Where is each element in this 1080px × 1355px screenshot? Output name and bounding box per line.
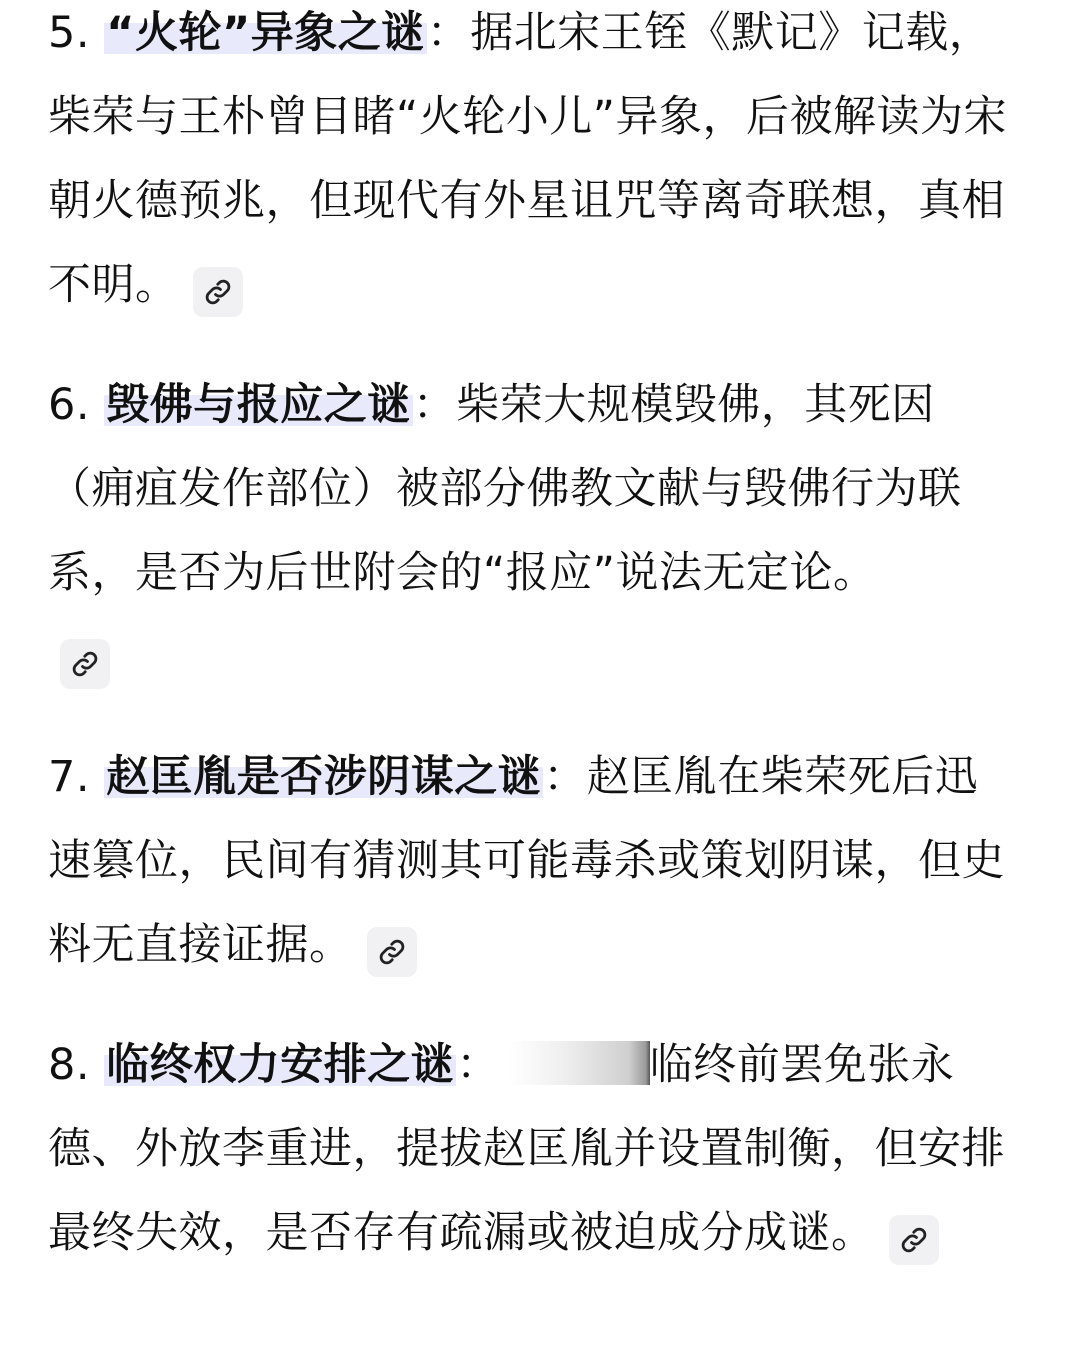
item-title: 毁佛与报应之谜 xyxy=(106,380,411,430)
item-number: 6. xyxy=(48,380,91,430)
source-link-button[interactable] xyxy=(889,1215,939,1265)
link-row xyxy=(48,615,1018,699)
answer-content xyxy=(48,0,1018,1311)
source-link-button[interactable] xyxy=(60,639,110,689)
list-item xyxy=(48,0,1018,327)
item-body: 据北宋王铚《默记》记载，柴荣与王朴曾目睹“火轮小儿”异象，后被解读为宋朝火德预兆，但现代有外星诅咒等离奇联想，真相不明。 xyxy=(48,8,1008,310)
source-link-button[interactable] xyxy=(367,927,417,977)
item-colon: ： xyxy=(456,1040,500,1090)
list-item xyxy=(48,735,1018,987)
item-title: 赵匡胤是否涉阴谋之谜 xyxy=(106,752,542,802)
link-icon xyxy=(377,937,407,967)
item-number: 7. xyxy=(48,752,91,802)
item-number: 8. xyxy=(48,1040,91,1090)
redacted-blur xyxy=(510,1041,650,1085)
item-colon: ： xyxy=(426,8,471,58)
link-icon xyxy=(70,649,100,679)
item-body: 临终前罢免张永德、外放李重进，提拔赵匡胤并设置制衡，但安排最终失效，是否存有疏漏或被迫成分成谜。 xyxy=(48,1040,1005,1258)
list-item xyxy=(48,1023,1018,1275)
item-number: 5. xyxy=(48,8,91,58)
item-body: 赵匡胤在柴荣死后迅速篡位，民间有猜测其可能毒杀或策划阴谋，但史料无直接证据。 xyxy=(48,752,1005,970)
item-title: 临终权力安排之谜 xyxy=(106,1040,455,1090)
list-item xyxy=(48,363,1018,699)
item-title: “火轮”异象之谜 xyxy=(106,8,425,58)
link-icon xyxy=(899,1225,929,1255)
item-body: 柴荣大规模毁佛，其死因（痈疽发作部位）被部分佛教文献与毁佛行为联系，是否为后世附会的“报应”说法无定论。 xyxy=(48,380,962,598)
item-colon: ： xyxy=(543,752,587,802)
source-link-button[interactable] xyxy=(193,267,243,317)
link-icon xyxy=(203,277,233,307)
item-colon: ： xyxy=(412,380,457,430)
